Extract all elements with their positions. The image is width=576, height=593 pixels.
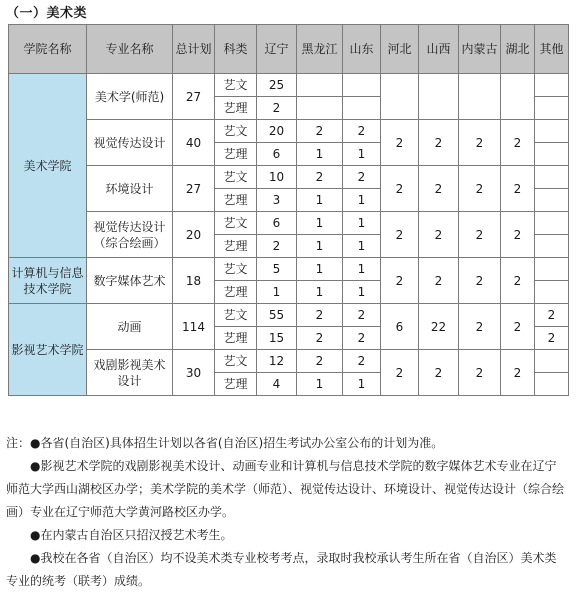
shandong-cell: 2 xyxy=(343,350,381,373)
other-cell xyxy=(535,97,569,120)
category-cell: 艺文 xyxy=(215,212,257,235)
shanxi-cell: 2 xyxy=(419,212,459,258)
note-paragraph: 注：●各省(自治区)具体招生计划以各省(自治区)招生考试办公室公布的计划为准。 xyxy=(6,436,444,450)
column-header: 山西 xyxy=(419,25,459,74)
hebei-cell: 2 xyxy=(381,166,419,212)
college-name-cell: 计算机与信息 技术学院 xyxy=(9,258,87,304)
column-header: 科类 xyxy=(215,25,257,74)
category-cell: 艺理 xyxy=(215,373,257,396)
note-paragraph: ●影视艺术学院的戏剧影视美术设计、动画专业和计算机与信息技术学院的数字媒体艺术专业在辽宁师范大学西山湖校区办学；美术学院的美术学（师范）、视觉传达设计、环境设计、视觉传达设计（综合绘画）专业在辽宁师范大学黄河路校区办学。 xyxy=(6,459,565,519)
shandong-cell: 1 xyxy=(343,373,381,396)
major-name-cell: 视觉传达设计 （综合绘画） xyxy=(87,212,173,258)
neimenggu-cell xyxy=(459,74,501,120)
neimenggu-cell: 2 xyxy=(459,212,501,258)
table-row xyxy=(9,120,569,143)
table-row xyxy=(9,166,569,189)
other-cell xyxy=(535,74,569,97)
hubei-cell: 2 xyxy=(501,212,535,258)
liaoning-cell: 6 xyxy=(257,212,297,235)
column-header: 河北 xyxy=(381,25,419,74)
table-row xyxy=(9,212,569,235)
section-heading: （一）美术类 xyxy=(6,6,88,21)
heilongjiang-cell: 1 xyxy=(297,258,343,281)
category-cell: 艺理 xyxy=(215,143,257,166)
shandong-cell: 2 xyxy=(343,166,381,189)
shandong-cell: 2 xyxy=(343,327,381,350)
other-cell xyxy=(535,189,569,212)
hubei-cell xyxy=(501,74,535,120)
other-cell xyxy=(535,166,569,189)
category-cell: 艺理 xyxy=(215,235,257,258)
shandong-cell xyxy=(343,74,381,97)
liaoning-cell: 12 xyxy=(257,350,297,373)
category-cell: 艺文 xyxy=(215,74,257,97)
category-cell: 艺文 xyxy=(215,120,257,143)
column-header: 辽宁 xyxy=(257,25,297,74)
other-cell xyxy=(535,120,569,143)
other-cell xyxy=(535,235,569,258)
other-cell xyxy=(535,143,569,166)
heilongjiang-cell: 2 xyxy=(297,166,343,189)
hubei-cell: 2 xyxy=(501,120,535,166)
hubei-cell: 2 xyxy=(501,258,535,304)
hebei-cell: 2 xyxy=(381,350,419,396)
heilongjiang-cell: 1 xyxy=(297,212,343,235)
shanxi-cell: 2 xyxy=(419,120,459,166)
neimenggu-cell: 2 xyxy=(459,120,501,166)
shanxi-cell: 2 xyxy=(419,258,459,304)
neimenggu-cell: 2 xyxy=(459,304,501,350)
neimenggu-cell: 2 xyxy=(459,166,501,212)
category-cell: 艺文 xyxy=(215,350,257,373)
heilongjiang-cell: 1 xyxy=(297,373,343,396)
major-name-cell: 戏剧影视美术 设计 xyxy=(87,350,173,396)
enrollment-plan-table xyxy=(8,24,569,396)
liaoning-cell: 15 xyxy=(257,327,297,350)
total-plan-cell: 20 xyxy=(173,212,215,258)
shandong-cell: 1 xyxy=(343,258,381,281)
header-row xyxy=(9,25,569,74)
shandong-cell: 1 xyxy=(343,143,381,166)
major-name-cell: 动画 xyxy=(87,304,173,350)
note-paragraph: ●我校在各省（自治区）均不设美术类专业校考考点，录取时我校承认考生所在省（自治区）美术类专业的统考（联考）成绩。 xyxy=(6,551,557,588)
category-cell: 艺理 xyxy=(215,281,257,304)
hebei-cell: 2 xyxy=(381,212,419,258)
major-name-cell: 数字媒体艺术 xyxy=(87,258,173,304)
note-paragraph: ●在内蒙古自治区只招汉授艺术考生。 xyxy=(30,528,233,542)
total-plan-cell: 18 xyxy=(173,258,215,304)
heilongjiang-cell: 2 xyxy=(297,350,343,373)
major-name-cell: 视觉传达设计 xyxy=(87,120,173,166)
other-cell: 2 xyxy=(535,327,569,350)
hebei-cell: 2 xyxy=(381,120,419,166)
hebei-cell: 2 xyxy=(381,258,419,304)
major-name-cell: 环境设计 xyxy=(87,166,173,212)
other-cell xyxy=(535,212,569,235)
hebei-cell: 6 xyxy=(381,304,419,350)
shandong-cell xyxy=(343,97,381,120)
total-plan-cell: 27 xyxy=(173,166,215,212)
other-cell xyxy=(535,373,569,396)
shanxi-cell: 2 xyxy=(419,350,459,396)
college-name-cell: 影视艺术学院 xyxy=(9,304,87,396)
column-header: 专业名称 xyxy=(87,25,173,74)
liaoning-cell: 10 xyxy=(257,166,297,189)
notes-section xyxy=(6,432,568,593)
heilongjiang-cell: 1 xyxy=(297,189,343,212)
table-row xyxy=(9,350,569,373)
category-cell: 艺文 xyxy=(215,258,257,281)
column-header: 湖北 xyxy=(501,25,535,74)
shandong-cell: 2 xyxy=(343,120,381,143)
column-header: 山东 xyxy=(343,25,381,74)
neimenggu-cell: 2 xyxy=(459,258,501,304)
other-cell xyxy=(535,350,569,373)
table-row xyxy=(9,258,569,281)
category-cell: 艺理 xyxy=(215,97,257,120)
heilongjiang-cell: 2 xyxy=(297,120,343,143)
shandong-cell: 1 xyxy=(343,212,381,235)
liaoning-cell: 2 xyxy=(257,97,297,120)
hubei-cell: 2 xyxy=(501,350,535,396)
liaoning-cell: 25 xyxy=(257,74,297,97)
liaoning-cell: 1 xyxy=(257,281,297,304)
column-header: 学院名称 xyxy=(9,25,87,74)
column-header: 内蒙古 xyxy=(459,25,501,74)
shanxi-cell: 2 xyxy=(419,166,459,212)
hubei-cell: 2 xyxy=(501,304,535,350)
total-plan-cell: 30 xyxy=(173,350,215,396)
shandong-cell: 1 xyxy=(343,189,381,212)
heilongjiang-cell: 2 xyxy=(297,327,343,350)
total-plan-cell: 27 xyxy=(173,74,215,120)
major-name-cell: 美术学(师范) xyxy=(87,74,173,120)
column-header: 其他 xyxy=(535,25,569,74)
neimenggu-cell: 2 xyxy=(459,350,501,396)
shandong-cell: 2 xyxy=(343,304,381,327)
heilongjiang-cell xyxy=(297,97,343,120)
liaoning-cell: 3 xyxy=(257,189,297,212)
total-plan-cell: 114 xyxy=(173,304,215,350)
liaoning-cell: 55 xyxy=(257,304,297,327)
category-cell: 艺文 xyxy=(215,304,257,327)
heilongjiang-cell: 1 xyxy=(297,235,343,258)
category-cell: 艺理 xyxy=(215,327,257,350)
liaoning-cell: 5 xyxy=(257,258,297,281)
liaoning-cell: 2 xyxy=(257,235,297,258)
other-cell xyxy=(535,258,569,281)
liaoning-cell: 6 xyxy=(257,143,297,166)
heilongjiang-cell: 1 xyxy=(297,143,343,166)
shandong-cell: 1 xyxy=(343,281,381,304)
other-cell: 2 xyxy=(535,304,569,327)
hebei-cell xyxy=(381,74,419,120)
category-cell: 艺理 xyxy=(215,189,257,212)
shanxi-cell: 22 xyxy=(419,304,459,350)
column-header: 总计划 xyxy=(173,25,215,74)
table-row xyxy=(9,304,569,327)
heilongjiang-cell: 2 xyxy=(297,304,343,327)
shanxi-cell xyxy=(419,74,459,120)
heilongjiang-cell xyxy=(297,74,343,97)
total-plan-cell: 40 xyxy=(173,120,215,166)
shandong-cell: 1 xyxy=(343,235,381,258)
heilongjiang-cell: 1 xyxy=(297,281,343,304)
category-cell: 艺文 xyxy=(215,166,257,189)
column-header: 黑龙江 xyxy=(297,25,343,74)
table-row xyxy=(9,74,569,97)
other-cell xyxy=(535,281,569,304)
liaoning-cell: 4 xyxy=(257,373,297,396)
college-name-cell: 美术学院 xyxy=(9,74,87,258)
liaoning-cell: 20 xyxy=(257,120,297,143)
hubei-cell: 2 xyxy=(501,166,535,212)
